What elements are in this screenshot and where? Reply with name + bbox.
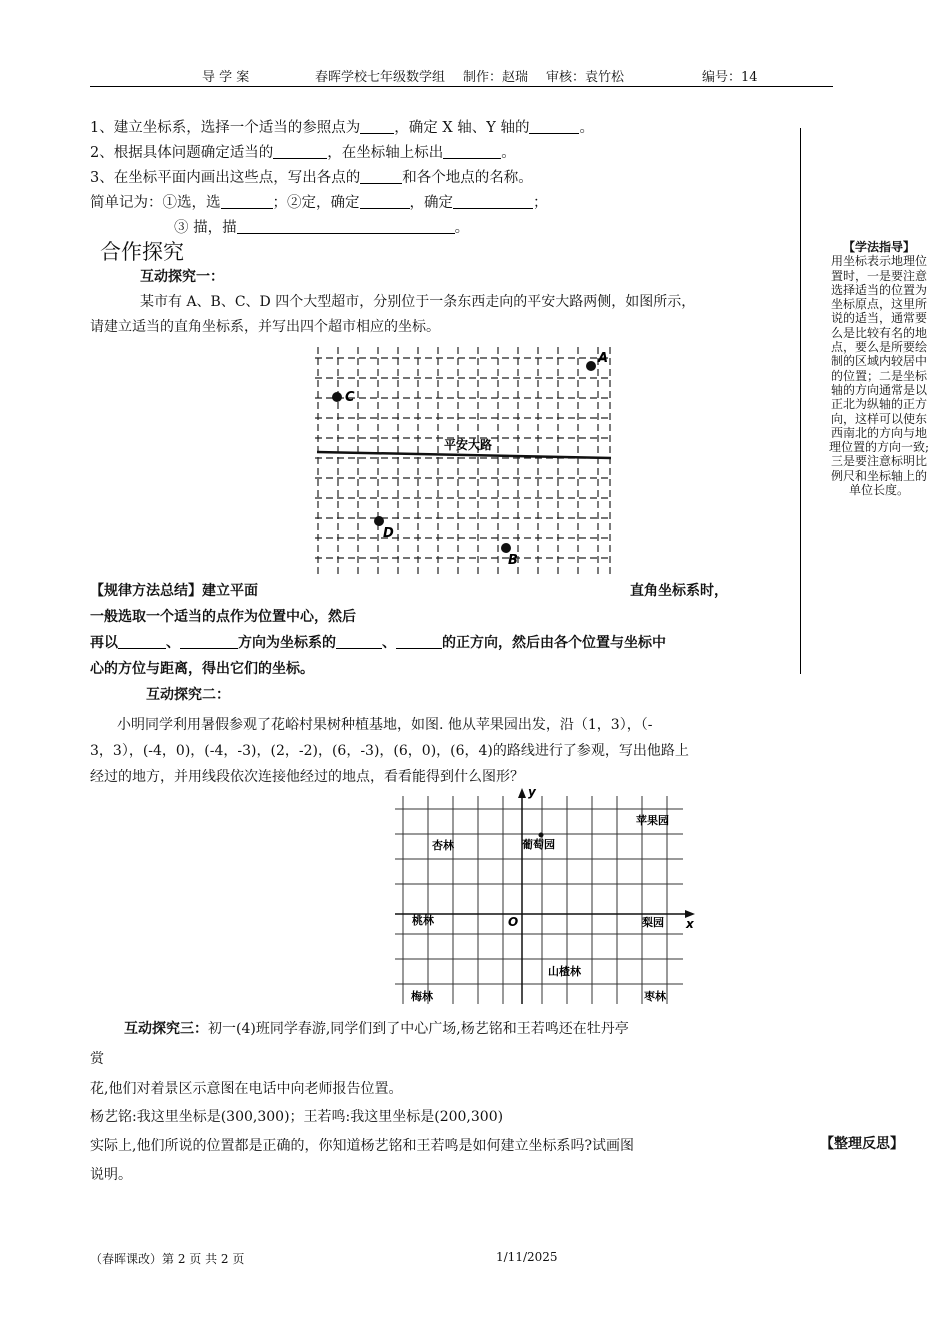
x-axis-label: x <box>686 917 694 931</box>
guide-line: 的位置；二是坐标 <box>830 368 927 383</box>
sidebar-divider <box>800 128 801 674</box>
guide-line: 点，要么是所要绘 <box>830 340 927 355</box>
reflect-title: 【整理反思】 <box>820 1136 904 1152</box>
explore3-line4: 杨艺铭:我这里坐标是(300,300)；王若鸣:我这里坐标是(200,300) <box>90 1109 504 1125</box>
label-b: B <box>508 553 518 568</box>
guide-line: 单位长度。 <box>848 483 909 498</box>
label-d: D <box>383 526 394 541</box>
summary-line3: 再以 、 方向为坐标系的 、 的正方向，然后由各个位置与坐标中 <box>90 635 666 651</box>
section-title: 合作探究 <box>100 240 184 264</box>
guide-line: 西南北的方向与地 <box>830 425 927 440</box>
explore1-title: 互动探究一： <box>140 269 224 285</box>
explore1-line2: 请建立适当的直角坐标系，并写出四个超市相应的坐标。 <box>90 319 440 335</box>
place-peach: 桃林 <box>412 914 434 927</box>
step-1: 1、建立坐标系，选择一个适当的参照点为 ，确定 X 轴、Y 轴的 。 <box>90 120 594 136</box>
point-d <box>374 516 384 526</box>
label-a: A <box>598 351 609 366</box>
place-grape: 葡萄园 <box>522 838 555 851</box>
summary-line2: 一般选取一个适当的点作为位置中心，然后 <box>90 609 356 625</box>
explore3-line5: 实际上,他们所说的位置都是正确的，你知道杨艺铭和王若鸣是如何建立坐标系吗?试画图 <box>90 1138 634 1154</box>
study-guide <box>818 240 940 497</box>
guide-line: 例尺和坐标轴上的 <box>830 468 927 483</box>
explore1-line1: 某市有 A、B、C、D 四个大型超市，分别位于一条东西走向的平安大路两侧，如图所示， <box>140 294 696 310</box>
guide-line: 说的适当，通常要 <box>830 311 927 326</box>
guide-line: 用坐标表示地理位 <box>830 254 927 269</box>
step-3: 3、在坐标平面内画出这些点，写出各点的 和各个地点的名称。 <box>90 170 533 186</box>
place-jujube: 枣林 <box>644 990 666 1003</box>
orchard-grid-lines <box>395 796 683 1004</box>
guide-line: 制的区域内较居中 <box>830 354 927 369</box>
footer-page: （春晖课改）第 2 页 共 2 页 <box>90 1252 245 1266</box>
explore2-line2: 3，3），(-4，0)，(-4，-3)，(2，-2)，(6，-3)，(6，0)，(6，4)的路线进行了参观，写出他路上 <box>90 743 689 759</box>
guide-line: 置时，一是要注意 <box>830 268 927 283</box>
explore3-line1: 互动探究三：初一(4)班同学春游,同学们到了中心广场,杨艺铭和王若鸣还在牡丹亭 <box>124 1021 629 1037</box>
supermarket-grid <box>310 340 620 580</box>
header-rule <box>90 86 833 87</box>
place-apple: 苹果园 <box>636 814 669 827</box>
origin-label: O <box>508 915 519 929</box>
header-maker: 制作：赵瑞 <box>463 70 529 85</box>
road-label: 平安大路 <box>444 438 493 452</box>
y-axis-arrow <box>518 788 526 798</box>
road-line <box>317 452 611 458</box>
point-c <box>332 392 342 402</box>
header-number: 编号：14 <box>702 70 758 85</box>
summary-line1a: 【规律方法总结】建立平面 <box>90 583 258 599</box>
guide-line: 轴的方向通常是以 <box>830 382 927 397</box>
place-apricot: 杏林 <box>432 839 454 852</box>
grape-point <box>539 833 544 838</box>
label-c: C <box>345 390 355 405</box>
place-plum: 梅林 <box>411 990 433 1003</box>
summary-line1b: 直角坐标系时， <box>630 583 728 599</box>
guide-line: 三是要注意标明比 <box>830 454 927 469</box>
guide-line: 正北为纵轴的正方 <box>830 397 927 412</box>
guide-title: 【学法指导】 <box>842 240 915 254</box>
point-a <box>586 361 596 371</box>
footer-date: 1/11/2025 <box>496 1250 558 1264</box>
explore2-line1: 小明同学利用暑假参观了花峪村果树种植基地，如图. 他从苹果园出发，沿（1，3），（- <box>117 717 653 733</box>
summary-line4: 心的方位与距离，得出它们的坐标。 <box>90 661 314 677</box>
place-hawthorn: 山楂林 <box>548 965 581 978</box>
header-school: 春晖学校七年级数学组 <box>315 70 446 85</box>
explore2-line3: 经过的地方，并用线段依次连接他经过的地点，看看能得到什么图形？ <box>90 769 524 785</box>
header-title: 导 学 案 <box>202 70 250 85</box>
guide-line: 么是比较有名的地 <box>830 325 927 340</box>
explore3-line3: 花,他们对着景区示意图在电话中向老师报告位置。 <box>90 1081 403 1097</box>
explore3-title: 互动探究三： <box>124 1021 208 1037</box>
point-b <box>501 543 511 553</box>
explore2-title: 互动探究二： <box>146 687 230 703</box>
guide-line: 理位置的方向一致; <box>828 440 930 455</box>
memo-line-2: ③ 描，描 。 <box>174 220 470 236</box>
grid-lines <box>315 347 612 575</box>
memo-line-1: 简单记为：①选，选 ；②定，确定 ，确定 ； <box>90 195 548 211</box>
guide-line: 选择适当的位置为 <box>830 282 927 297</box>
orchard-map <box>385 786 700 1008</box>
place-pear: 梨园 <box>642 916 664 929</box>
explore3-line6: 说明。 <box>90 1167 132 1183</box>
header-reviewer: 审核：袁竹松 <box>546 70 625 85</box>
explore3-line2: 赏 <box>90 1051 104 1067</box>
y-axis-label: y <box>528 786 536 799</box>
step-2: 2、根据具体问题确定适当的 ，在坐标轴上标出 。 <box>90 145 516 161</box>
guide-line: 向，这样可以使东 <box>830 411 927 426</box>
guide-line: 坐标原点，这里所 <box>830 297 927 312</box>
